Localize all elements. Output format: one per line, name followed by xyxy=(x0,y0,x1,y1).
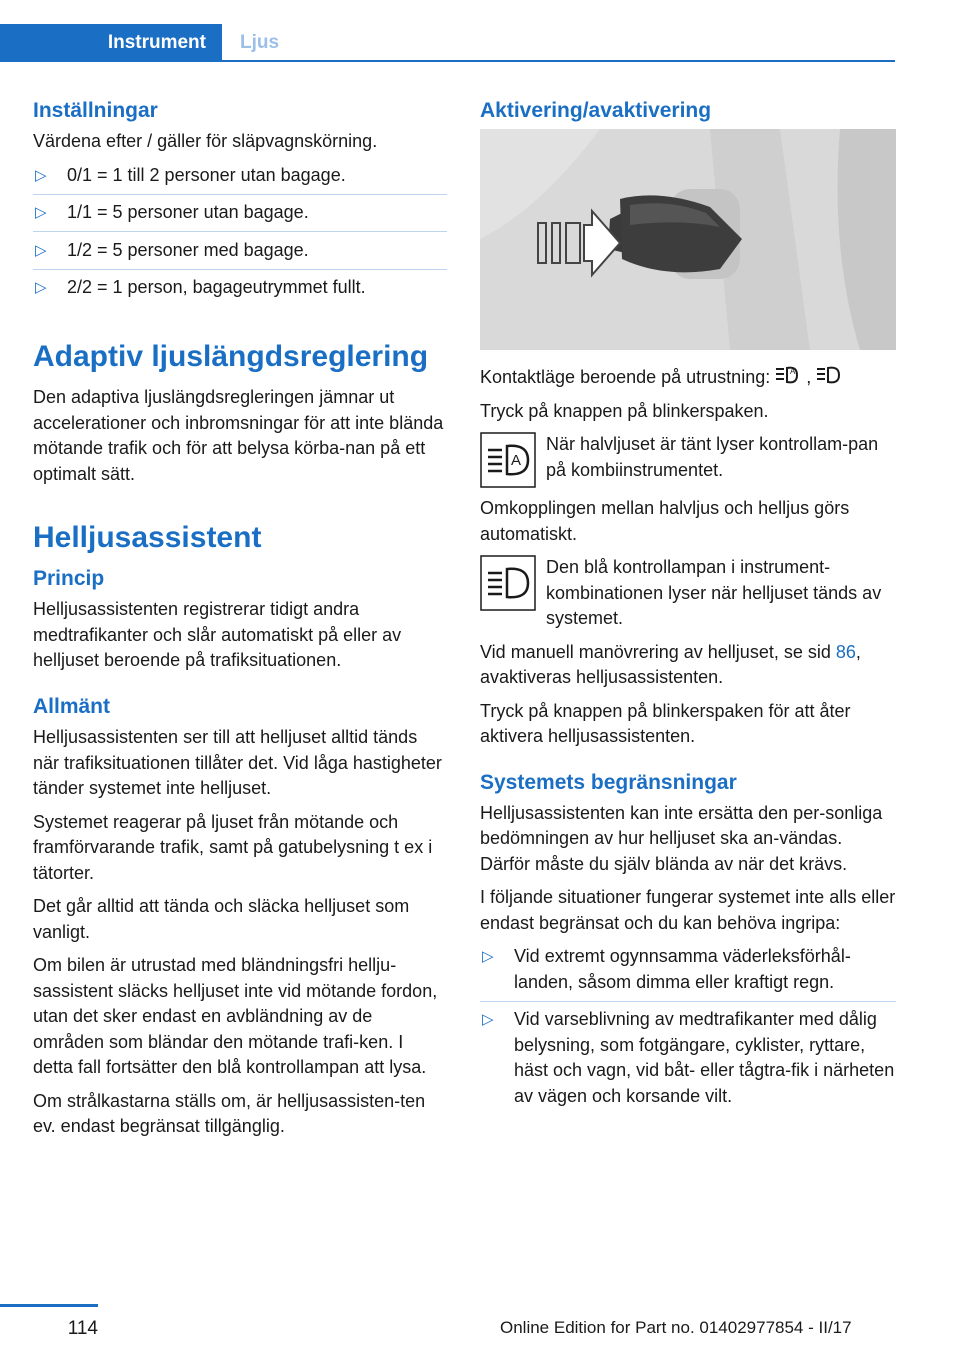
page-header xyxy=(0,0,960,62)
list-item: ▷ Vid varseblivning av medtrafikanter med dålig belysning, som fotgängare, cyklister, ryttare, häst och vagn, vid båt- eller tågtra-fik i närheten av vägen och korsande vilt. xyxy=(482,1009,895,1106)
allmant-paragraph-5: Om strålkastarna ställs om, är helljusassisten-ten ev. endast begränsat tillgänglig. xyxy=(33,1090,426,1137)
installningar-intro: Värdena efter / gäller för släpvagnskörning. xyxy=(33,131,378,152)
list-item: ▷ 1/1 = 5 personer utan bagage. xyxy=(33,200,447,232)
limits-paragraph-1: Helljusassistenten kan inte ersätta den per-sonliga bedömningen av hur helljuset ska an-vändas. Därför måste du själv blända av när det krävs. xyxy=(480,802,883,874)
triangle-bullet-icon: ▷ xyxy=(35,166,47,184)
installningar-heading: Inställningar xyxy=(33,99,158,122)
limits-heading: Systemets begränsningar xyxy=(480,770,737,794)
allmant-paragraph-2: Systemet reagerar på ljuset från mötande och framförvarande trafik, samt på gatubelysning t ex i tätorter. xyxy=(33,811,433,883)
kontakt-text: Kontaktläge beroende på utrustning: A , xyxy=(480,364,896,391)
triangle-bullet-icon: ▷ xyxy=(482,948,494,966)
auto-text: Omkopplingen mellan halvljus och helljus görs automatiskt. xyxy=(480,498,850,544)
reactivate-text: Tryck på knappen på blinkerspaken för att åter aktivera helljusassistenten. xyxy=(480,700,851,747)
indicator-text-auto: När halvljuset är tänt lyser kontrollam-pan på kombiinstrumentet. xyxy=(546,434,879,480)
limits-list xyxy=(480,944,896,1115)
svg-text:A: A xyxy=(790,367,796,377)
page-link-86[interactable]: 86 xyxy=(835,641,856,662)
triangle-bullet-icon: ▷ xyxy=(35,241,47,259)
high-beam-indicator-icon xyxy=(480,555,536,611)
right-column xyxy=(480,98,896,1120)
left-column xyxy=(33,98,447,1148)
allmant-paragraph-4: Om bilen är utrustad med bländningsfri hellju-sassistent släcks helljuset inte vid mötande fordon, utan det sker endast en avbländning av de områden som bländar den mötande trafi-ken. I detta fall fortsätter den blå kontrollampan att lysa. xyxy=(33,955,438,1078)
settings-list xyxy=(33,163,447,307)
edition-note: Online Edition for Part no. 01402977854 - II/17 xyxy=(500,1318,852,1337)
press-text: Tryck på knappen på blinkerspaken. xyxy=(480,400,769,421)
triangle-bullet-icon: ▷ xyxy=(35,279,47,297)
indicator-text-high-beam: Den blå kontrollampan i instrument-kombinationen lyser när helljuset tänds av systemet. xyxy=(546,557,882,629)
lever-illustration xyxy=(480,129,896,350)
footer-rule xyxy=(0,1304,98,1307)
high-beam-small-icon xyxy=(816,364,842,386)
allmant-paragraph-3: Det går alltid att tända och släcka helljuset som vanligt. xyxy=(33,896,410,942)
list-item: ▷ 0/1 = 1 till 2 personer utan bagage. xyxy=(33,163,447,195)
indicator-row-auto xyxy=(480,432,896,488)
auto-high-beam-small-icon xyxy=(775,364,801,386)
list-item: ▷ 2/2 = 1 person, bagageutrymmet fullt. xyxy=(33,275,447,306)
tab-instrument[interactable]: Instrument xyxy=(0,24,222,61)
activation-heading: Aktivering/avaktivering xyxy=(480,99,712,122)
allmant-paragraph-1: Helljusassistenten ser till att helljuset alltid tänds när trafiksituationen tillåter det. Vid låga hastigheter tänder systemet inte helljuset. xyxy=(33,727,442,799)
manual-text: Vid manuell manövrering av helljuset, se sid 86, avaktiveras helljusassistenten. xyxy=(480,641,861,688)
triangle-bullet-icon: ▷ xyxy=(35,204,47,222)
princip-heading: Princip xyxy=(33,567,105,591)
turn-signal-lever-photo xyxy=(480,129,896,350)
adaptive-heading: Adaptiv ljuslängdsreglering xyxy=(33,340,429,374)
list-item: ▷ Vid extremt ogynnsamma väderleksförhål-landen, såsom dimma eller kraftigt regn. xyxy=(480,944,896,1002)
indicator-row-high-beam xyxy=(480,555,896,632)
triangle-bullet-icon: ▷ xyxy=(482,1011,494,1029)
svg-text:A: A xyxy=(511,452,522,470)
assistant-heading: Helljusassistent xyxy=(33,521,262,555)
princip-text: Helljusassistenten registrerar tidigt andra medtrafikanter och slår automatiskt på eller av helljuset beroende på trafiksituationen. xyxy=(33,599,402,671)
page-number: 114 xyxy=(67,1318,98,1339)
list-item: ▷ 1/2 = 5 personer med bagage. xyxy=(33,238,447,270)
limits-paragraph-2: I följande situationer fungerar systemet inte alls eller endast begränsat och du kan behöva ingripa: xyxy=(480,887,896,933)
auto-high-beam-indicator-icon xyxy=(480,432,536,488)
header-rule xyxy=(0,60,895,62)
tab-ljus[interactable]: Ljus xyxy=(240,31,280,53)
allmant-heading: Allmänt xyxy=(33,694,111,718)
adaptive-text: Den adaptiva ljuslängdsregleringen jämnar ut accelerationer och inbromsningar för att inte blända mötande trafik och för att belysa körba-nan på ett optimalt sätt. xyxy=(33,387,444,484)
